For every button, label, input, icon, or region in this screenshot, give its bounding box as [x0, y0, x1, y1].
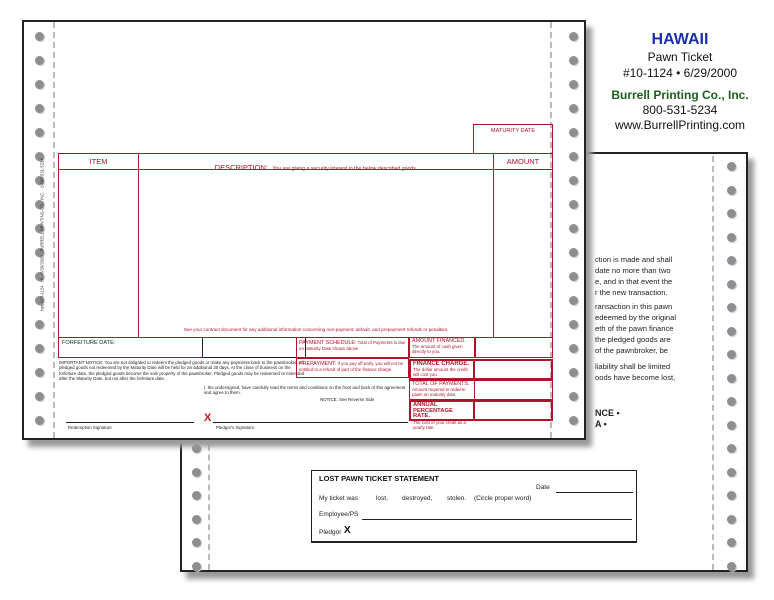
tractor-feed-hole: [727, 538, 736, 547]
prepayment: [297, 359, 408, 374]
description-subtitle: You are giving a security interest in the below described goods.: [272, 166, 418, 172]
item-header: ITEM: [89, 157, 108, 166]
total-payments-text: Amount required to redeem pawn on maturity date.: [412, 387, 466, 397]
payment-schedule: [297, 338, 408, 353]
tractor-feed-hole: [727, 186, 736, 195]
goods-table: [58, 153, 553, 338]
back-line: e, and in that event the: [595, 277, 673, 286]
total-payments-box: [409, 380, 475, 400]
back-line: the pledged goods are: [595, 335, 671, 344]
tractor-feed-hole: [35, 80, 44, 89]
tractor-feed-hole: [569, 248, 578, 257]
employee-label: Employee/PS: [319, 511, 359, 518]
circle-note: (Circle proper word): [474, 495, 532, 502]
see-contract-note: See your contract document for any additional information concerning non-payment, default, and prepayment refunds or penalties.: [183, 327, 449, 332]
maturity-date-box[interactable]: [473, 124, 553, 154]
tractor-feed-hole: [569, 224, 578, 233]
lost-ticket-statement: [311, 470, 637, 543]
back-line: eth of the pawn finance: [595, 324, 674, 333]
product-name: Pawn Ticket: [647, 50, 713, 64]
tractor-feed-hole: [569, 200, 578, 209]
undersigned-statement: I, the undersigned, have carefully read the terms and conditions on the front and back of this agreement and agree to them.: [204, 385, 406, 396]
maturity-date-label: MATURITY DATE: [490, 128, 536, 134]
pledgor-signature-label: Pledgor's Signature: [216, 425, 255, 430]
company-name: Burrell Printing Co., Inc.: [611, 88, 749, 102]
tractor-feed-hole: [569, 152, 578, 161]
tractor-feed-hole: [192, 491, 201, 500]
date-line[interactable]: [556, 492, 633, 493]
tractor-feed-hole: [569, 176, 578, 185]
tractor-feed-hole: [569, 128, 578, 137]
lost-ticket-title: LOST PAWN TICKET STATEMENT: [319, 474, 439, 483]
front-sheet: [22, 20, 586, 440]
tractor-feed-hole: [727, 468, 736, 477]
tractor-feed-hole: [569, 104, 578, 113]
total-payments-value[interactable]: [475, 380, 553, 400]
finance-charge-title: FINANCE CHARGE.: [413, 361, 470, 367]
redemption-signature-line[interactable]: [66, 422, 194, 423]
finance-charge-box: [409, 359, 475, 380]
payment-schedule-text: Total of Payments is due on Maturity Date shown above: [299, 340, 406, 351]
tractor-feed-hole: [727, 280, 736, 289]
forfeiture-value-box[interactable]: [202, 338, 306, 358]
tractor-feed-hole: [569, 296, 578, 305]
payment-schedule-title: PAYMENT SCHEDULE:: [299, 340, 357, 346]
redemption-signature-label: Redemption Signature: [68, 425, 112, 430]
tractor-feed-hole: [569, 392, 578, 401]
tractor-feed-hole: [192, 562, 201, 571]
pledgor-signature-line[interactable]: [213, 422, 408, 423]
amount-financed-title: AMOUNT FINANCED.: [412, 338, 466, 344]
state-name: HAWAII: [651, 31, 709, 48]
apr-title: ANNUAL PERCENTAGE RATE.: [413, 402, 453, 420]
tractor-feed-hole: [727, 350, 736, 359]
apr: [411, 402, 473, 431]
tractor-feed-hole: [727, 374, 736, 383]
amount-header: AMOUNT: [506, 157, 540, 166]
prepayment-box: [296, 358, 409, 378]
tractor-feed-hole: [727, 562, 736, 571]
tractor-feed-hole: [569, 344, 578, 353]
tractor-feed-hole: [727, 491, 736, 500]
back-line: r the new transaction.: [595, 288, 668, 297]
company-website: www.BurrellPrinting.com: [614, 118, 746, 132]
pledgor-x-mark: X: [204, 412, 212, 424]
amount-financed-box: [409, 338, 475, 358]
tractor-feed-hole: [727, 209, 736, 218]
prepayment-title: PREPAYMENT:: [299, 361, 337, 367]
apr-text: The cost of your credit as a yearly rate.: [413, 419, 466, 430]
tractor-feed-hole: [727, 233, 736, 242]
back-line: ction is made and shall: [595, 255, 673, 264]
amount-financed-text: The amount of cash given directly to you.: [412, 344, 463, 354]
description-column-cell[interactable]: [139, 170, 492, 320]
finance-charge-text: The dollar amount the credit will cost you.: [413, 367, 468, 377]
pledgor-label: Pledgor: [319, 529, 342, 536]
option-stolen[interactable]: stolen.: [447, 495, 467, 502]
tractor-feed-hole: [192, 468, 201, 477]
tractor-feed-hole: [35, 128, 44, 137]
apr-box: [409, 400, 475, 430]
tractor-feed-hole: [192, 515, 201, 524]
tractor-feed-hole: [192, 444, 201, 453]
product-info: [590, 30, 770, 133]
front-perforation-left: [53, 22, 55, 438]
tractor-feed-hole: [727, 515, 736, 524]
tractor-feed-hole: [569, 272, 578, 281]
payment-schedule-box: [296, 338, 409, 358]
tractor-feed-hole: [727, 397, 736, 406]
tractor-feed-hole: [569, 32, 578, 41]
tractor-feed-hole: [35, 368, 44, 377]
amount-financed-value[interactable]: [475, 338, 553, 358]
finance-charge: [411, 361, 473, 378]
pledgor-x-mark: X: [344, 525, 351, 536]
date-label: Date: [536, 484, 550, 491]
forfeiture-label: FORFEITURE DATE:: [62, 340, 116, 346]
back-line: oods have become lost,: [595, 373, 676, 382]
notice-reverse: NOTICE: See Reverse Side: [320, 397, 375, 402]
tractor-feed-hole: [35, 416, 44, 425]
finance-charge-value[interactable]: [475, 359, 553, 380]
back-line: edeemed by the original: [595, 313, 677, 322]
back-bold-line: NCE •: [595, 408, 620, 418]
description-title: DESCRIPTION:: [214, 163, 269, 172]
side-imprint: hpc #10-1124 · HI · 6/29/2000 · BURRELL PRINTING CO., INC. · 1-800-531-5234: [39, 158, 45, 311]
option-lost[interactable]: lost,: [376, 495, 388, 502]
tractor-feed-hole: [192, 538, 201, 547]
tractor-feed-hole: [35, 32, 44, 41]
ticket-was-label: My ticket was: [319, 495, 359, 502]
tractor-feed-hole: [727, 303, 736, 312]
total-payments-title: TOTAL OF PAYMENTS.: [412, 381, 470, 387]
back-line: ransaction in this pawn: [595, 302, 673, 311]
back-line: of the pawnbroker, be: [595, 346, 669, 355]
tractor-feed-hole: [727, 421, 736, 430]
tractor-feed-hole: [35, 344, 44, 353]
back-perforation-right: [712, 156, 714, 570]
back-line: liability shall be limited: [595, 362, 671, 371]
important-notice: IMPORTANT NOTICE: You are not obligated to redeem the pledged goods or make any payments back to the pawnbroker. All pledged goods not redeemed by the Maturity Date will be held for an additional 30 days. At the close of business on the forfeiture date, the pledged goods become the sole property of the pawnbroker. Pledged goods may be redeemed or extended after the Maturity Date, but not after the forfeiture date.: [59, 360, 305, 381]
forfeiture-cell[interactable]: [58, 338, 202, 358]
tractor-feed-hole: [35, 56, 44, 65]
back-bold-line: A •: [595, 419, 607, 429]
tractor-feed-hole: [569, 416, 578, 425]
back-line: date no more than two: [595, 266, 671, 275]
tractor-feed-hole: [727, 162, 736, 171]
tractor-feed-hole: [569, 320, 578, 329]
apr-value[interactable]: [475, 400, 553, 421]
employee-line[interactable]: [362, 519, 632, 520]
tractor-feed-hole: [569, 56, 578, 65]
tractor-feed-hole: [727, 444, 736, 453]
amount-financed: [410, 338, 474, 355]
total-payments: [410, 381, 474, 398]
tractor-feed-hole: [727, 327, 736, 336]
tractor-feed-hole: [35, 392, 44, 401]
product-number: #10-1124 • 6/29/2000: [622, 66, 738, 80]
tractor-feed-hole: [569, 80, 578, 89]
amount-column-cell[interactable]: [494, 170, 552, 335]
company-phone: 800-531-5234: [642, 103, 718, 117]
item-column-cell[interactable]: [59, 170, 137, 335]
tractor-feed-hole: [569, 368, 578, 377]
tractor-feed-hole: [727, 256, 736, 265]
tractor-feed-hole: [35, 104, 44, 113]
prepayment-text: If you pay off early, you will not be entitled to a refund of part of the finance charge.: [299, 361, 404, 372]
option-destroyed[interactable]: destroyed,: [402, 495, 433, 502]
